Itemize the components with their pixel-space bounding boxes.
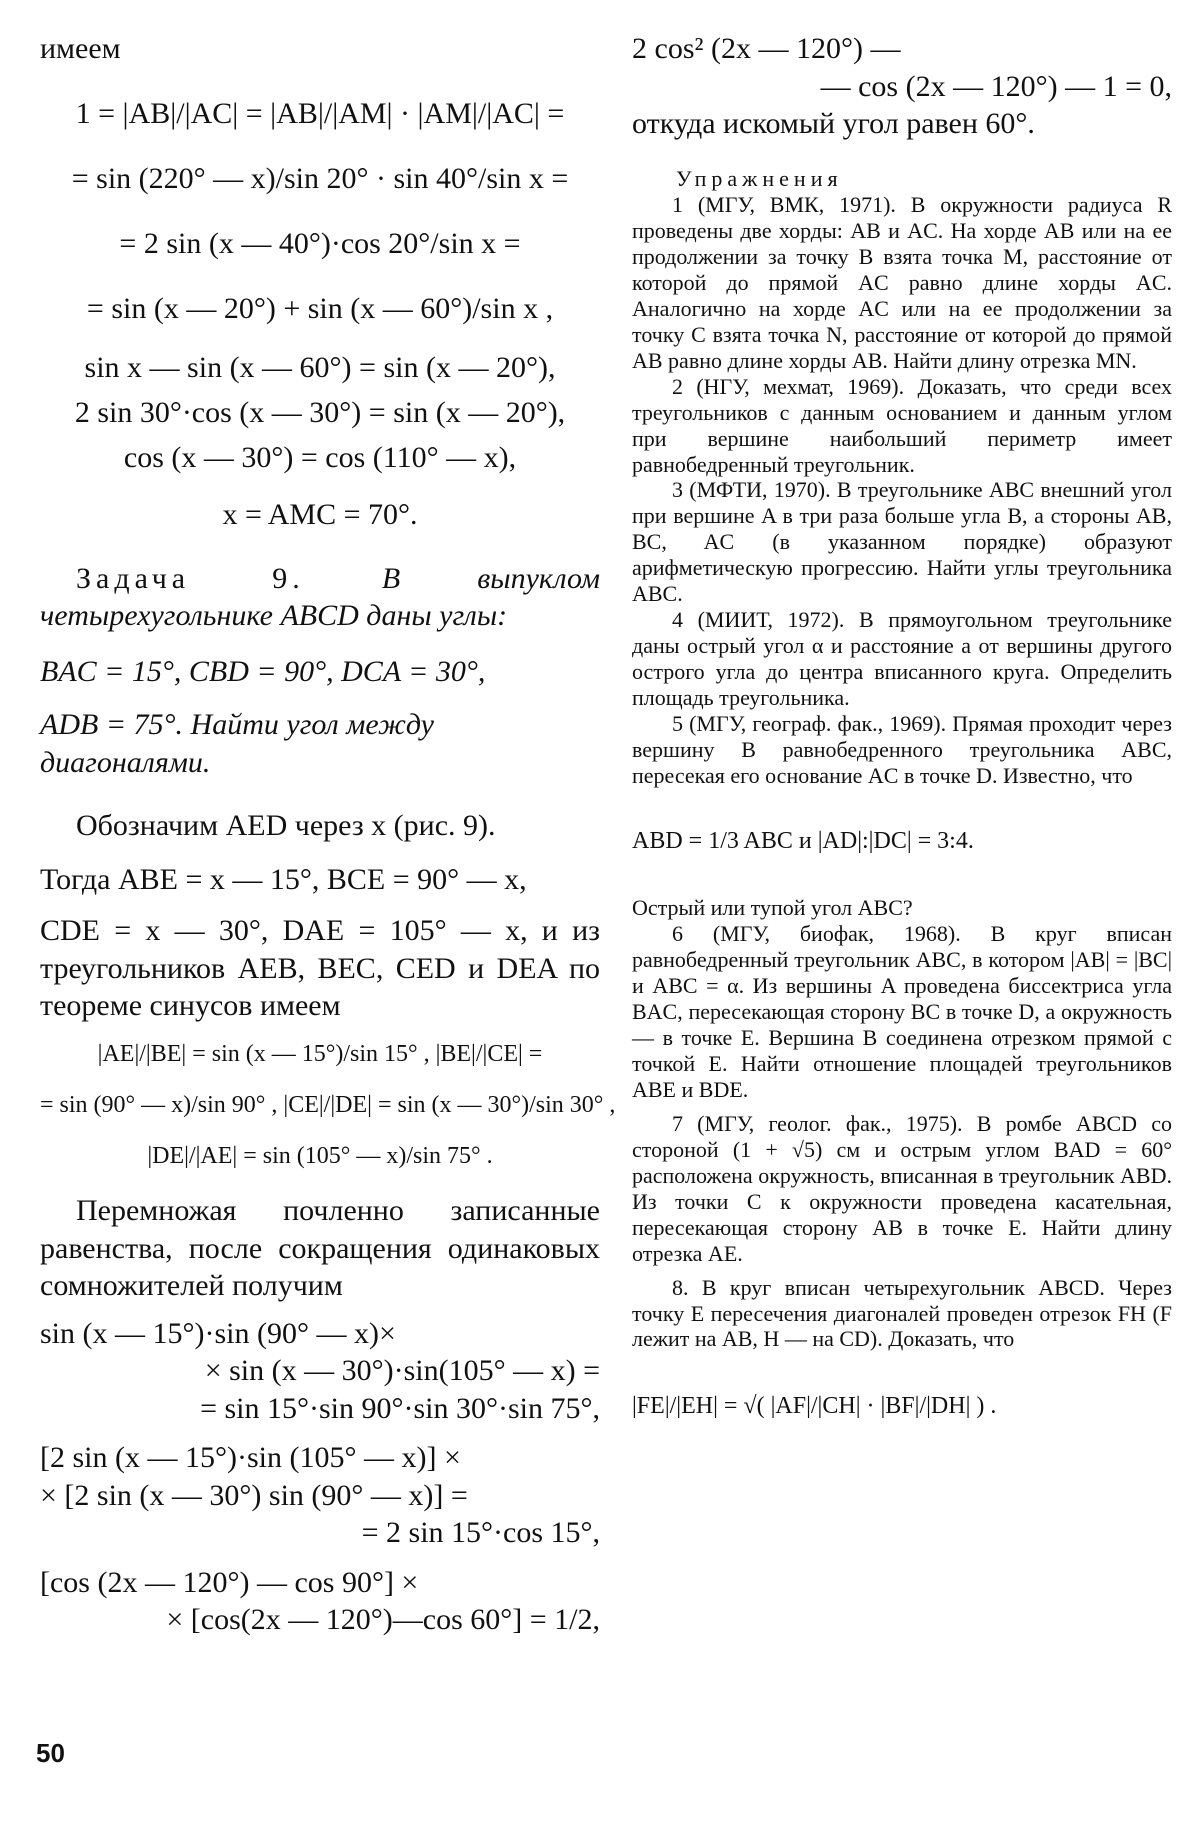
product-line: = sin 15°·sin 90°·sin 30°·sin 75°, (200, 1391, 600, 1425)
right-column (632, 30, 1172, 1421)
exercise-equation: |FE|/|EH| = √( |AF|/|CH| · |BF|/|DH| ) . (632, 1393, 997, 1420)
task9-paragraph (40, 560, 600, 635)
product-line: sin (x — 15°)·sin (90° — x)× (40, 1316, 396, 1350)
product-line: = 2 sin 15°·cos 15°, (361, 1516, 600, 1550)
solution-line: Тогда ABE = x — 15°, BCE = 90° — x, (40, 862, 527, 896)
exercise-equation: ABD = 1/3 ABC и |AD|:|DC| = 3:4. (632, 827, 974, 854)
equation-line: sin x — sin (x — 60°) = sin (x — 20°), (84, 350, 556, 384)
page-number: 50 (36, 1738, 65, 1768)
exercise-item: 5 (МГУ, географ. фак., 1969). Прямая проходит через вершину B равнобедренного треугольника ABC, пересекая его основание AC в точке D. Известно, что (632, 711, 1172, 788)
multiply-paragraph: Перемножая почленно записанные равенства, после сокращения одинаковых сомножителей получим (40, 1194, 600, 1303)
ratio-line: |DE|/|AE| = sin (105° — x)/sin 75° . (147, 1142, 493, 1169)
exercises-heading: Упражнения (676, 165, 843, 191)
exercise-item: 6 (МГУ, биофак, 1968). В круг вписан равнобедренный треугольник ABC, в котором |AB| = |BC| и ABC = α. Из вершины A проведена биссектриса угла BAC, пересекающая сторону BC в точке D, а окружность — в точке E. Вершина B соединена отрезком прямой с точкой E. Найти отношение площадей треугольников ABE и BDE. (632, 921, 1172, 1102)
equation-line: = sin (220° — x)/sin 20° · sin 40°/sin x = (71, 161, 569, 195)
product-line: × [cos(2x — 120°)—cos 60°] = 1/2, (166, 1603, 600, 1637)
exercise-question: Острый или тупой угол ABC? (632, 895, 913, 921)
continuation-line: — cos (2x — 120°) — 1 = 0, (820, 69, 1172, 103)
product-line: × [2 sin (x — 30°) sin (90° — x)] = (40, 1478, 468, 1512)
exercise-item: 8. В круг вписан четырехугольник ABCD. Через точку E пересечения диагоналей проведен отрезок FH (F лежит на AB, H — на CD). Доказать, что (632, 1274, 1172, 1352)
left-column (40, 30, 616, 1639)
exercise-item: 1 (МГУ, ВМК, 1971). В окружности радиуса R проведены две хорды: AB и AC. На хорде AB или на ее продолжении за точку B взята точка M, расстояние от которой до прямой AC равно длине хорды AC. Аналогично на хорде AC или на ее продолжении за точку C взята точка N, расстояние от которой до прямой AB равно длине хорды AB. Найти длину отрезка MN. (632, 192, 1172, 373)
solution-line: CDE = x — 30°, DAE = 105° — x, и из треугольников AEB, BEC, CED и DEA по теореме синусов имеем (40, 914, 600, 1022)
exercise-item: 3 (МФТИ, 1970). В треугольнике ABC внешний угол при вершине A в три раза больше угла B, а стороны AB, BC, AC (в указанном порядке) образуют арифметическую прогрессию. Найти углы треугольника ABC. (632, 477, 1172, 607)
solution-line: Обозначим AED через x (рис. 9). (76, 809, 496, 842)
product-line: [2 sin (x — 15°)·sin (105° — x)] × (40, 1441, 461, 1475)
equation-line: 2 sin 30°·cos (x — 30°) = sin (x — 20°), (74, 395, 566, 429)
ratio-line: |AE|/|BE| = sin (x — 15°)/sin 15° , |BE|/|CE| = (97, 1040, 543, 1067)
product-line: [cos (2x — 120°) — cos 90°] × (40, 1565, 419, 1599)
task9-angles: ADB = 75°. Найти угол между диагоналями. (40, 708, 434, 779)
equation-line: x = AMC = 70°. (222, 497, 418, 531)
exercise-item: 4 (МИИТ, 1972). В прямоугольном треугольнике даны острый угол α и расстояние a от вершины другого острого угла до центра вписанного круга. Определить площадь треугольника. (632, 607, 1172, 711)
ratio-line: = sin (90° — x)/sin 90° , |CE|/|DE| = sin (x — 30°)/sin 30° , (40, 1091, 616, 1118)
continuation-line: 2 cos² (2x — 120°) — (632, 32, 901, 65)
task9-label: Задача 9. (76, 561, 305, 595)
exercise-item: 2 (НГУ, мехмат, 1969). Доказать, что среди всех треугольников с данным основанием и данным углом при вершине наибольший периметр имеет равнобедренный треугольник. (632, 373, 1172, 477)
task9-angles: BAC = 15°, CBD = 90°, DCA = 30°, (40, 654, 486, 688)
product-line: × sin (x — 30°)·sin(105° — x) = (204, 1354, 600, 1388)
equation-line: 1 = |AB|/|AC| = |AB|/|AM| · |AM|/|AC| = (75, 96, 565, 130)
task9-text: В выпуклом четырехугольнике ABCD даны углы: (40, 561, 600, 632)
intro-text: имеем (40, 32, 121, 65)
equation-line: = 2 sin (x — 40°)·cos 20°/sin x = (119, 226, 521, 260)
equation-line: cos (x — 30°) = cos (110° — x), (123, 440, 517, 474)
continuation-line: откуда искомый угол равен 60°. (632, 107, 1035, 140)
exercise-item: 7 (МГУ, геолог. фак., 1975). В ромбе ABCD со стороной (1 + √5) см и острым углом BAD = 60° расположена окружность, вписанная в треугольник ABD. Из точки C к окружности проведена касательная, пересекающая сторону AB в точке E. Найти длину отрезка AE. (632, 1110, 1172, 1266)
equation-line: = sin (x — 20°) + sin (x — 60°)/sin x , (86, 291, 554, 325)
